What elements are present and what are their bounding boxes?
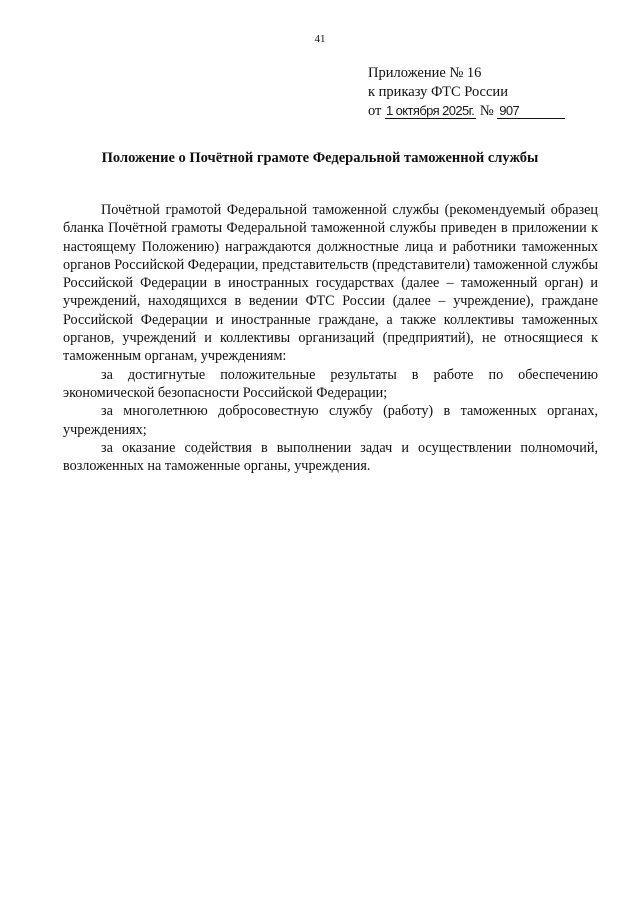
annex-order-reference: к приказу ФТС России [368,84,508,100]
order-from-label: от [368,103,382,119]
annex-title: Приложение № 16 [368,65,482,81]
page-number: 41 [314,33,326,45]
paragraph-intro: Почётной грамотой Федеральной таможенной службы (рекомендуемый образец бланка Почётной грамоты Федеральной таможенной службы приведен в приложении к настоящему Положению) награждаются должностные лица и работники таможенных органов Российской Федерации, представительств (представители) таможенной службы Российской Федерации в иностранных государствах (далее – таможенный орган) и учреждений, находящихся в ведении ФТС России (далее – учреждение), граждане Российской Федерации и иностранные граждане, а также коллективы таможенных органов, учреждений и коллективы организаций (предприятий), не относящиеся к таможенным органам, учреждениям: [63,202,598,365]
order-date: 1 октября 2025г. [386,103,475,118]
annex-order-details [368,102,565,121]
document-body [63,201,598,475]
annex-header [368,64,565,121]
document-title: Положение о Почётной грамоте Федеральной таможенной службы [101,150,539,166]
paragraph-reason-assistance: за оказание содействия в выполнении задач и осуществлении полномочий, возложенных на таможенные органы, учреждения. [63,439,598,475]
order-number-label: № [479,103,494,119]
paragraph-reason-long-service: за многолетнюю добросовестную службу (работу) в таможенных органах, учреждениях; [63,403,598,438]
order-number: 907 [497,103,565,119]
paragraph-reason-economic-security: за достигнутые положительные результаты в работе по обеспечению экономической безопасности Российской Федерации; [63,366,598,401]
